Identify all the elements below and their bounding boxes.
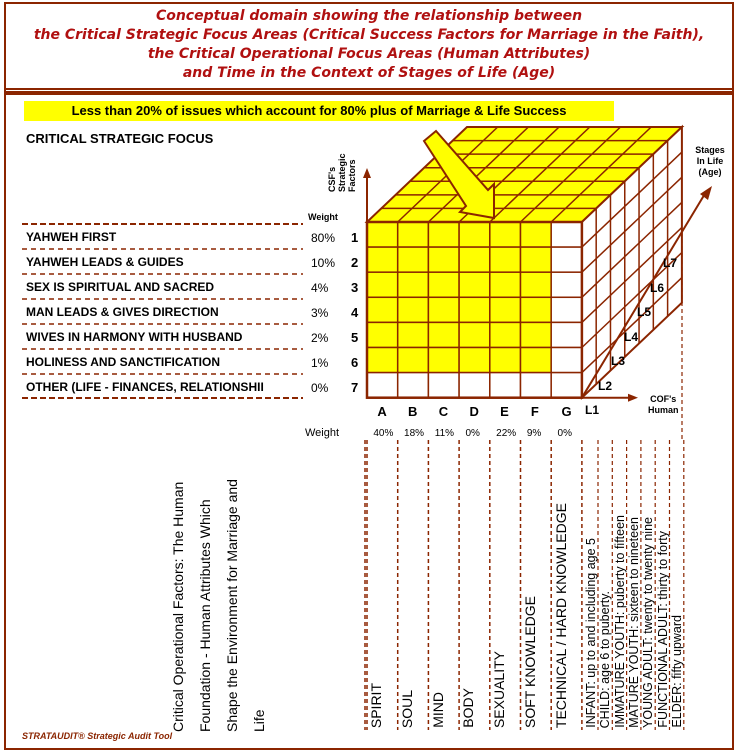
strategic-factor-label: HOLINESS AND SANCTIFICATION — [26, 355, 220, 369]
strategic-factor-number: 1 — [351, 230, 359, 245]
grid-cell-highlighted — [398, 272, 429, 297]
life-stage-description: YOUNG ADULT: twenty to twenty nine — [641, 517, 656, 728]
grid-cell-highlighted — [367, 348, 398, 373]
grid-cell-highlighted — [490, 247, 521, 272]
grid-cell-highlighted — [521, 222, 552, 247]
operational-column-name: SEXUALITY — [491, 650, 508, 728]
csf-axis-line-3: Factors — [347, 159, 357, 192]
grid-cell — [551, 348, 582, 373]
operational-column-weight: 0% — [465, 428, 480, 439]
strategic-factor-number: 5 — [351, 330, 359, 345]
title-line-4: and Time in the Context of Stages of Life (Age) — [182, 65, 556, 81]
grid-cell-highlighted — [367, 247, 398, 272]
life-stage-description: IMMATURE YOUTH: puberty to fifteen — [612, 515, 627, 728]
grid-cell — [551, 322, 582, 347]
operational-column-weight: 0% — [557, 428, 572, 439]
grid-cell — [551, 272, 582, 297]
strategic-factor-weight: 10% — [311, 256, 336, 270]
csf-axis-line-1: CSF's — [327, 166, 337, 192]
life-stage-code: L2 — [598, 378, 613, 393]
stages-axis-line-2: In Life — [696, 156, 724, 166]
operational-column-letter: F — [530, 404, 539, 419]
strategic-factor-label: MAN LEADS & GIVES DIRECTION — [26, 305, 219, 319]
grid-cell-highlighted — [367, 297, 398, 322]
grid-cell-highlighted — [490, 222, 521, 247]
footer-brand: STRATAUDIT® Strategic Audit Tool — [22, 731, 173, 741]
life-stage-code: L4 — [624, 329, 639, 344]
stages-axis-line-1: Stages — [695, 145, 725, 155]
grid-cell — [428, 373, 459, 398]
grid-cell-highlighted — [428, 348, 459, 373]
grid-cell — [551, 247, 582, 272]
title-line-1: Conceptual domain showing the relationship between — [155, 8, 583, 24]
grid-cell-highlighted — [398, 222, 429, 247]
operational-column-letter: A — [377, 404, 387, 419]
operational-column-weight: 22% — [496, 428, 517, 439]
strategic-factor-weight: 1% — [311, 356, 329, 370]
grid-cell-highlighted — [459, 348, 490, 373]
stages-axis-line-3: (Age) — [698, 167, 722, 177]
grid-cell-highlighted — [521, 272, 552, 297]
operational-column-name: SOUL — [399, 689, 416, 728]
strategic-factor-number: 3 — [351, 280, 359, 295]
life-stage-code: L5 — [637, 305, 652, 319]
cof-description: Critical Operational Factors: The Human Foundation - Human Attributes Which Shape the Environment for Marriage and Life — [170, 479, 267, 732]
cof-axis-arrowhead — [628, 394, 638, 402]
pareto-banner: Less than 20% of issues which account for 80% plus of Marriage & Life Success — [24, 101, 614, 121]
operational-column-letter: C — [438, 404, 449, 419]
life-stage-description: CHILD: age 6 to puberty. — [598, 590, 613, 728]
life-stage-description: FUNCTIONAL ADULT: thirty to forty — [655, 531, 670, 728]
grid-cell-highlighted — [459, 272, 490, 297]
cof-axis-line-2: Human — [648, 405, 679, 415]
strategic-factor-weight: 4% — [311, 281, 329, 295]
operational-column-weight: 9% — [526, 428, 542, 439]
csf-axis-arrowhead — [363, 168, 371, 178]
grid-cell-highlighted — [459, 222, 490, 247]
operational-column-weight: 40% — [373, 428, 394, 439]
grid-cell — [367, 373, 398, 398]
strategic-factor-weight: 0% — [311, 381, 329, 395]
grid-cell-highlighted — [398, 348, 429, 373]
strategic-factor-number: 2 — [351, 255, 359, 270]
grid-cell-highlighted — [428, 297, 459, 322]
grid-cell — [551, 297, 582, 322]
grid-cell-highlighted — [367, 222, 398, 247]
csf-axis-line-2: Strategic — [337, 153, 347, 192]
grid-cell — [490, 373, 521, 398]
life-stage-description: ELDER: fifty upward — [669, 615, 684, 728]
grid-cell-highlighted — [521, 348, 552, 373]
cof-axis-label — [648, 394, 679, 416]
grid-cell-highlighted — [428, 322, 459, 347]
operational-column-weight: 18% — [404, 428, 425, 439]
strategic-factor-weight: 3% — [311, 306, 329, 320]
life-stage-code: L3 — [611, 354, 626, 368]
grid-cell-highlighted — [490, 348, 521, 373]
strategic-factor-number: 6 — [351, 355, 359, 370]
grid-cell-highlighted — [490, 322, 521, 347]
strategic-factor-label: WIVES IN HARMONY WITH HUSBAND — [26, 330, 243, 344]
strategic-factor-number: 7 — [351, 380, 359, 395]
grid-cell — [398, 373, 429, 398]
operational-column-letter: E — [500, 404, 509, 419]
grid-cell-highlighted — [521, 297, 552, 322]
grid-cell-highlighted — [367, 272, 398, 297]
grid-cell — [551, 373, 582, 398]
grid-cell-highlighted — [459, 322, 490, 347]
life-stage-code: L1 — [585, 403, 600, 417]
life-stage-description: MATURE YOUTH: sixteen to nineteen — [626, 517, 641, 728]
operational-column-name: SPIRIT — [368, 682, 385, 728]
title-line-3: the Critical Operational Focus Areas (Human Attributes) — [147, 46, 591, 62]
operational-column-name: TECHNICAL / HARD KNOWLEDGE — [552, 502, 569, 728]
grid-cell-highlighted — [398, 297, 429, 322]
strategic-focus-header: CRITICAL STRATEGIC FOCUS — [26, 131, 214, 146]
life-stage-code: L7 — [663, 256, 678, 270]
cof-weight-label: Weight — [305, 427, 340, 439]
grid-cell-highlighted — [398, 247, 429, 272]
stages-axis-label — [688, 145, 732, 178]
grid-cell — [459, 373, 490, 398]
grid-cell-highlighted — [490, 272, 521, 297]
grid-cell-highlighted — [521, 322, 552, 347]
grid-cell-highlighted — [490, 297, 521, 322]
grid-cell — [551, 222, 582, 247]
strategic-factor-label: YAHWEH LEADS & GUIDES — [26, 255, 184, 269]
grid-cell — [521, 373, 552, 398]
life-stage-code: L6 — [650, 280, 665, 295]
operational-column-weight: 11% — [434, 428, 455, 439]
grid-cell-highlighted — [428, 272, 459, 297]
grid-cell-highlighted — [459, 297, 490, 322]
operational-column-letter: B — [408, 404, 418, 419]
life-stage-description: INFANT: up to and including age 5 — [584, 538, 598, 728]
cof-axis-line-1: COF's — [650, 394, 677, 404]
strategic-factor-label: OTHER (LIFE - FINANCES, RELATIONSHII — [26, 380, 264, 394]
csf-axis-label — [327, 153, 357, 192]
grid-cell-highlighted — [521, 247, 552, 272]
title-line-2: the Critical Strategic Focus Areas (Critical Success Factors for Marriage in the Faith), — [33, 27, 705, 43]
operational-column-letter: G — [561, 404, 572, 419]
strategic-factor-label: YAHWEH FIRST — [26, 230, 117, 244]
grid-cell-highlighted — [459, 247, 490, 272]
grid-cell-highlighted — [398, 322, 429, 347]
operational-column-name: MIND — [429, 692, 446, 728]
grid-cell-highlighted — [428, 222, 459, 247]
strategic-factor-weight: 2% — [311, 331, 329, 345]
strategic-factor-label: SEX IS SPIRITUAL AND SACRED — [26, 280, 215, 294]
grid-cell-highlighted — [428, 247, 459, 272]
operational-column-letter: D — [469, 404, 479, 419]
csf-weight-label: Weight — [308, 212, 338, 222]
operational-column-name: SOFT KNOWLEDGE — [521, 596, 538, 728]
operational-column-name: BODY — [460, 688, 477, 728]
strategic-factor-weight: 80% — [311, 231, 336, 245]
strategic-factor-number: 4 — [351, 305, 359, 320]
grid-cell-highlighted — [367, 322, 398, 347]
